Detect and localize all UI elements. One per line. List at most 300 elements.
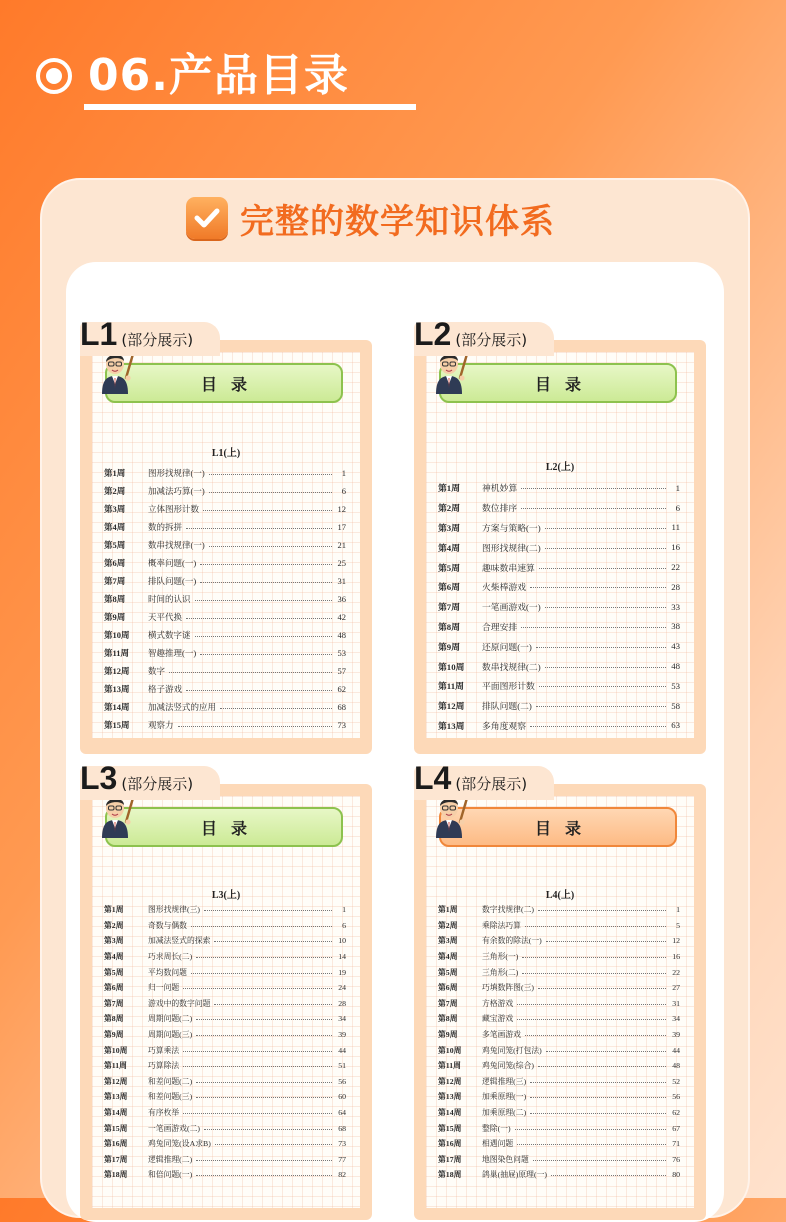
leader-dots (525, 1035, 666, 1036)
toc-row-page: 31 (337, 576, 346, 586)
toc-row-page: 6 (341, 486, 346, 496)
leader-dots (220, 708, 332, 709)
toc-row-week: 第11周 (438, 681, 464, 692)
toc-row-title: 巧填数阵图(三) (482, 983, 534, 993)
leader-dots (196, 1097, 332, 1098)
toc-row (104, 1074, 346, 1090)
toc-row-page: 34 (672, 1014, 680, 1024)
toc-row-week: 第3周 (104, 504, 126, 514)
toc-row-title: 加减法竖式的探索 (148, 936, 211, 946)
toc-sheet (426, 352, 694, 738)
toc-row (438, 933, 680, 949)
toc-row-page: 22 (672, 967, 680, 977)
toc-row-week: 第3周 (438, 936, 458, 946)
toc-row (438, 498, 680, 518)
toc-row-title: 数串找规律(二) (482, 661, 541, 672)
toc-row-page: 1 (676, 905, 680, 915)
toc-row-page: 44 (672, 1045, 680, 1055)
toc-rows (438, 902, 680, 1183)
toc-row-page: 22 (671, 562, 680, 573)
leader-dots (546, 1051, 666, 1052)
leader-dots (214, 941, 332, 942)
toc-row-page: 19 (338, 967, 346, 977)
leader-dots (533, 1160, 666, 1161)
toc-row-title: 排队问题(一) (148, 576, 197, 586)
toc-row-week: 第4周 (104, 522, 126, 532)
toc-rows (104, 464, 346, 734)
toc-row (438, 1058, 680, 1074)
leader-dots (178, 726, 332, 727)
toc-row-page: 17 (337, 522, 346, 532)
toc-row-page: 16 (671, 542, 680, 553)
toc-row (104, 1027, 346, 1043)
toc-row-title: 神机妙算 (482, 483, 518, 494)
toc-row-week: 第1周 (104, 468, 126, 478)
card-label (80, 756, 193, 796)
toc-row-page: 73 (338, 1139, 346, 1149)
leader-dots (209, 474, 332, 475)
toc-row (104, 1136, 346, 1152)
toc-row-title: 鸡兔同笼(综合) (482, 1061, 534, 1071)
toc-row-week: 第12周 (104, 666, 130, 676)
leader-dots (209, 546, 332, 547)
leader-dots (538, 910, 666, 911)
toc-row-week: 第5周 (438, 967, 458, 977)
leader-dots (515, 1129, 666, 1130)
toc-row-week: 第9周 (438, 641, 460, 652)
leader-dots (169, 672, 332, 673)
toc-row-page: 48 (337, 630, 346, 640)
toc-row-week: 第13周 (438, 1092, 462, 1102)
toc-row (438, 716, 680, 736)
toc-row-title: 巧算乘法 (148, 1045, 180, 1055)
toc-row (104, 590, 346, 608)
toc-row-page: 53 (337, 648, 346, 658)
toc-row (438, 1152, 680, 1168)
toc-row-page: 56 (672, 1092, 680, 1102)
toc-row (104, 980, 346, 996)
leader-dots (200, 564, 332, 565)
toc-row (438, 656, 680, 676)
toc-row (104, 662, 346, 680)
toc-sheet (426, 796, 694, 1208)
toc-row-title: 加乘原理(一) (482, 1092, 527, 1102)
toc-row-week: 第6周 (438, 582, 460, 593)
leader-dots (539, 686, 666, 687)
toc-card-l3 (80, 762, 372, 1220)
toc-banner (439, 807, 677, 847)
leader-dots (196, 957, 332, 958)
toc-row-title: 游戏中的数字问题 (148, 998, 211, 1008)
toc-row-page: 76 (672, 1154, 680, 1164)
toc-row-title: 火柴棒游戏 (482, 582, 526, 593)
card-sublabel: (部分展示) (121, 331, 194, 349)
toc-row-week: 第15周 (104, 1123, 128, 1133)
toc-row-title: 数的拆拼 (148, 522, 183, 532)
toc-row (104, 500, 346, 518)
toc-row-title: 时间的认识 (148, 594, 191, 604)
toc-row-title: 图形找规律(三) (148, 905, 200, 915)
toc-row (104, 949, 346, 965)
toc-banner-title: 目录 (534, 818, 595, 838)
toc-row (104, 608, 346, 626)
toc-row-page: 1 (675, 482, 680, 493)
toc-row-title: 三角形(二) (482, 967, 519, 977)
card-level: L3 (80, 760, 118, 796)
toc-row-title: 数串找规律(一) (148, 540, 205, 550)
toc-row-week: 第10周 (104, 630, 130, 640)
toc-row-title: 图形找规律(二) (482, 542, 541, 553)
toc-row-page: 5 (676, 920, 680, 930)
leader-dots (214, 1004, 332, 1005)
toc-row (104, 996, 346, 1012)
toc-row-title: 乘除法巧算 (482, 920, 521, 930)
toc-row-week: 第16周 (438, 1139, 462, 1149)
toc-row-week: 第1周 (438, 905, 458, 915)
card-frame (414, 784, 706, 1220)
toc-row-week: 第5周 (438, 562, 460, 573)
toc-row-page: 77 (338, 1154, 346, 1164)
checkbox-check-icon (186, 197, 228, 239)
toc-row-page: 60 (338, 1092, 346, 1102)
toc-row (104, 626, 346, 644)
toc-row-title: 奇数与偶数 (148, 920, 187, 930)
toc-row-week: 第11周 (104, 648, 130, 658)
leader-dots (536, 647, 666, 648)
toc-row (104, 1105, 346, 1121)
toc-row-title: 平均数问题 (148, 967, 187, 977)
toc-row-week: 第12周 (438, 1076, 462, 1086)
toc-row-page: 43 (671, 641, 680, 652)
leader-dots (525, 926, 666, 927)
toc-row-week: 第7周 (104, 998, 124, 1008)
toc-row (438, 478, 680, 498)
toc-row-title: 观察力 (148, 720, 174, 730)
leader-dots (195, 636, 332, 637)
toc-row (438, 537, 680, 557)
toc-row-title: 平面图形计数 (482, 681, 535, 692)
toc-row-week: 第16周 (104, 1139, 128, 1149)
toc-row-title: 方案与策略(一) (482, 522, 541, 533)
toc-row (438, 696, 680, 716)
toc-row-title: 鸽巢(抽屉)原理(一) (482, 1170, 547, 1180)
card-level: L2 (414, 316, 452, 352)
toc-row-page: 31 (672, 998, 680, 1008)
toc-row (104, 1011, 346, 1027)
leader-dots (183, 1066, 332, 1067)
toc-banner-title: 目录 (200, 818, 261, 838)
leader-dots (536, 706, 666, 707)
toc-row (438, 1167, 680, 1183)
circle-target-icon (36, 58, 72, 94)
toc-row-week: 第13周 (438, 720, 465, 731)
toc-row-title: 周期问题(三) (148, 1030, 193, 1040)
toc-row-page: 21 (337, 540, 346, 550)
title-underline (84, 104, 416, 110)
leader-dots (196, 1082, 332, 1083)
toc-row-week: 第14周 (104, 702, 130, 712)
toc-row-week: 第10周 (438, 661, 465, 672)
toc-row-page: 56 (338, 1076, 346, 1086)
toc-row-title: 智趣推理(一) (148, 648, 197, 658)
toc-row-page: 24 (338, 983, 346, 993)
toc-card-l1 (80, 318, 372, 754)
card-label (414, 756, 527, 796)
toc-banner-title: 目录 (200, 374, 261, 394)
toc-row-week: 第9周 (104, 1030, 124, 1040)
toc-row (438, 980, 680, 996)
toc-row-page: 62 (337, 684, 346, 694)
panel-header (186, 190, 555, 246)
toc-row-page: 58 (671, 700, 680, 711)
toc-row-week: 第3周 (438, 522, 460, 533)
toc-rows (438, 478, 680, 735)
toc-row-page: 82 (338, 1170, 346, 1180)
toc-row-week: 第5周 (104, 540, 126, 550)
toc-row-title: 三角形(一) (482, 952, 519, 962)
toc-row (438, 918, 680, 934)
leader-dots (200, 582, 332, 583)
leader-dots (538, 988, 666, 989)
toc-row-week: 第15周 (104, 720, 130, 730)
toc-row-page: 27 (672, 983, 680, 993)
leader-dots (521, 488, 666, 489)
toc-row-week: 第2周 (438, 503, 460, 514)
toc-row-week: 第11周 (104, 1061, 127, 1071)
toc-row-title: 方格游戏 (482, 998, 514, 1008)
toc-row-title: 数位排序 (482, 503, 518, 514)
toc-row-page: 64 (338, 1108, 346, 1118)
toc-row (104, 716, 346, 734)
card-level: L1 (80, 316, 118, 352)
leader-dots (186, 618, 332, 619)
card-sublabel: (部分展示) (455, 331, 528, 349)
leader-dots (203, 510, 332, 511)
leader-dots (204, 910, 332, 911)
toc-row-week: 第9周 (438, 1030, 458, 1040)
leader-dots (183, 1113, 332, 1114)
toc-row (438, 1120, 680, 1136)
toc-row-page: 33 (671, 601, 680, 612)
toc-row-title: 周期问题(二) (148, 1014, 193, 1024)
toc-row-page: 68 (337, 702, 346, 712)
toc-row (104, 680, 346, 698)
toc-row-page: 38 (671, 621, 680, 632)
toc-row-title: 逻辑推理(二) (148, 1154, 193, 1164)
leader-dots (195, 600, 332, 601)
toc-volume-title: L3(上) (211, 890, 241, 901)
toc-row-page: 6 (342, 920, 346, 930)
card-label (80, 312, 193, 352)
toc-row-title: 天平代换 (148, 612, 183, 622)
toc-row-week: 第4周 (438, 952, 458, 962)
toc-row-page: 16 (672, 952, 680, 962)
toc-row-page: 67 (672, 1123, 680, 1133)
card-frame (80, 340, 372, 754)
toc-row (104, 918, 346, 934)
card-frame (80, 784, 372, 1220)
leader-dots (215, 1144, 332, 1145)
toc-row-page: 51 (338, 1061, 346, 1071)
toc-banner (105, 363, 343, 403)
toc-row-title: 藏宝游戏 (482, 1014, 514, 1024)
toc-row (438, 1027, 680, 1043)
toc-row-title: 多笔画游戏 (482, 1030, 521, 1040)
toc-row-week: 第7周 (438, 998, 458, 1008)
toc-row-title: 概率问题(一) (148, 558, 197, 568)
leader-dots (191, 973, 332, 974)
toc-row (438, 518, 680, 538)
toc-row-title: 加乘原理(二) (482, 1108, 527, 1118)
toc-row-title: 逻辑推理(三) (482, 1076, 527, 1086)
toc-row-title: 一笔画游戏(一) (482, 602, 541, 613)
leader-dots (200, 654, 332, 655)
toc-row-week: 第1周 (104, 905, 124, 915)
leader-dots (183, 1051, 332, 1052)
toc-rows (104, 902, 346, 1183)
toc-row-title: 图形找规律(一) (148, 468, 205, 478)
toc-row (104, 536, 346, 554)
toc-row-week: 第18周 (438, 1170, 462, 1180)
card-frame (414, 340, 706, 754)
toc-row (104, 1120, 346, 1136)
leader-dots (521, 627, 666, 628)
toc-row-page: 6 (675, 502, 680, 513)
toc-row-title: 横式数字谜 (148, 630, 191, 640)
toc-row (104, 464, 346, 482)
toc-row (104, 482, 346, 500)
toc-row-title: 还原问题(一) (482, 641, 532, 652)
toc-row-week: 第2周 (438, 920, 458, 930)
toc-row (438, 1136, 680, 1152)
toc-row (104, 518, 346, 536)
toc-row (104, 902, 346, 918)
toc-card-l4 (414, 762, 706, 1220)
toc-row-page: 44 (338, 1045, 346, 1055)
toc-row-page: 39 (672, 1030, 680, 1040)
toc-row-page: 1 (342, 905, 346, 915)
toc-row (104, 1152, 346, 1168)
leader-dots (521, 508, 666, 509)
toc-row-week: 第10周 (438, 1045, 462, 1055)
toc-row-week: 第4周 (438, 542, 460, 553)
toc-row-page: 52 (672, 1076, 680, 1086)
toc-row-page: 1 (341, 468, 346, 478)
toc-row-title: 趣味数串速算 (482, 562, 535, 573)
toc-row-page: 48 (672, 1061, 680, 1071)
toc-row (438, 1089, 680, 1105)
toc-row-week: 第17周 (104, 1154, 128, 1164)
toc-row-week: 第7周 (438, 602, 460, 613)
toc-row (438, 1011, 680, 1027)
toc-row-page: 62 (672, 1108, 680, 1118)
panel-title: 完整的数学知识体系 (240, 201, 555, 242)
toc-row-title: 地图染色问题 (482, 1154, 529, 1164)
leader-dots (204, 1129, 332, 1130)
leader-dots (196, 1035, 332, 1036)
toc-row (104, 644, 346, 662)
leader-dots (517, 1004, 666, 1005)
leader-dots (191, 926, 332, 927)
toc-row-page: 11 (671, 522, 680, 533)
toc-row (438, 949, 680, 965)
card-level: L4 (414, 760, 452, 796)
toc-row (438, 676, 680, 696)
toc-row-title: 有余数的除法(一) (482, 936, 542, 946)
toc-row-title: 数字 (148, 666, 166, 676)
toc-row-week: 第14周 (438, 1108, 462, 1118)
toc-row-week: 第8周 (104, 594, 126, 604)
leader-dots (196, 1160, 332, 1161)
toc-banner-title: 目录 (534, 374, 595, 394)
leader-dots (517, 1144, 666, 1145)
toc-row-title: 和倍问题(一) (148, 1170, 193, 1180)
toc-row-title: 一笔画游戏(二) (148, 1123, 200, 1133)
toc-row-page: 39 (338, 1030, 346, 1040)
toc-row-week: 第8周 (438, 1014, 458, 1024)
toc-row (438, 996, 680, 1012)
toc-row (104, 1167, 346, 1183)
leader-dots (530, 587, 666, 588)
toc-row (438, 964, 680, 980)
card-sublabel: (部分展示) (455, 775, 528, 793)
toc-row-title: 加减法竖式的应用 (148, 702, 217, 712)
leader-dots (196, 1175, 332, 1176)
toc-row (438, 1042, 680, 1058)
toc-row-week: 第17周 (438, 1154, 462, 1164)
toc-row-week: 第6周 (438, 983, 458, 993)
toc-row-week: 第3周 (104, 936, 124, 946)
toc-row (438, 1074, 680, 1090)
toc-row (438, 902, 680, 918)
toc-row-week: 第8周 (104, 1014, 124, 1024)
toc-banner (105, 807, 343, 847)
toc-row-title: 数字找规律(二) (482, 905, 534, 915)
toc-row-page: 57 (337, 666, 346, 676)
toc-row (438, 557, 680, 577)
toc-row (438, 617, 680, 637)
toc-row-week: 第8周 (438, 621, 460, 632)
toc-row (104, 698, 346, 716)
toc-row (438, 597, 680, 617)
toc-row-title: 立体图形计数 (148, 504, 200, 514)
page-title: 06.产品目录 (88, 50, 349, 101)
toc-row-title: 鸡兔同笼(打包法) (482, 1045, 542, 1055)
toc-row (104, 572, 346, 590)
toc-row-week: 第7周 (104, 576, 126, 586)
leader-dots (186, 528, 332, 529)
toc-row-page: 25 (337, 558, 346, 568)
toc-row-title: 加减法巧算(一) (148, 486, 205, 496)
toc-volume-title: L1(上) (211, 448, 241, 459)
leader-dots (538, 1066, 666, 1067)
toc-row (438, 1105, 680, 1121)
toc-row-week: 第15周 (438, 1123, 462, 1133)
toc-row-page: 28 (338, 998, 346, 1008)
toc-row-week: 第6周 (104, 558, 126, 568)
leader-dots (545, 667, 666, 668)
toc-row-week: 第2周 (104, 486, 126, 496)
toc-row-week: 第13周 (104, 1092, 128, 1102)
card-sublabel: (部分展示) (121, 775, 194, 793)
toc-row-title: 排队问题(二) (482, 701, 532, 712)
leader-dots (530, 1097, 666, 1098)
toc-row (438, 636, 680, 656)
toc-row (104, 964, 346, 980)
toc-row (104, 1089, 346, 1105)
toc-row-page: 10 (338, 936, 346, 946)
toc-row-week: 第12周 (438, 701, 465, 712)
